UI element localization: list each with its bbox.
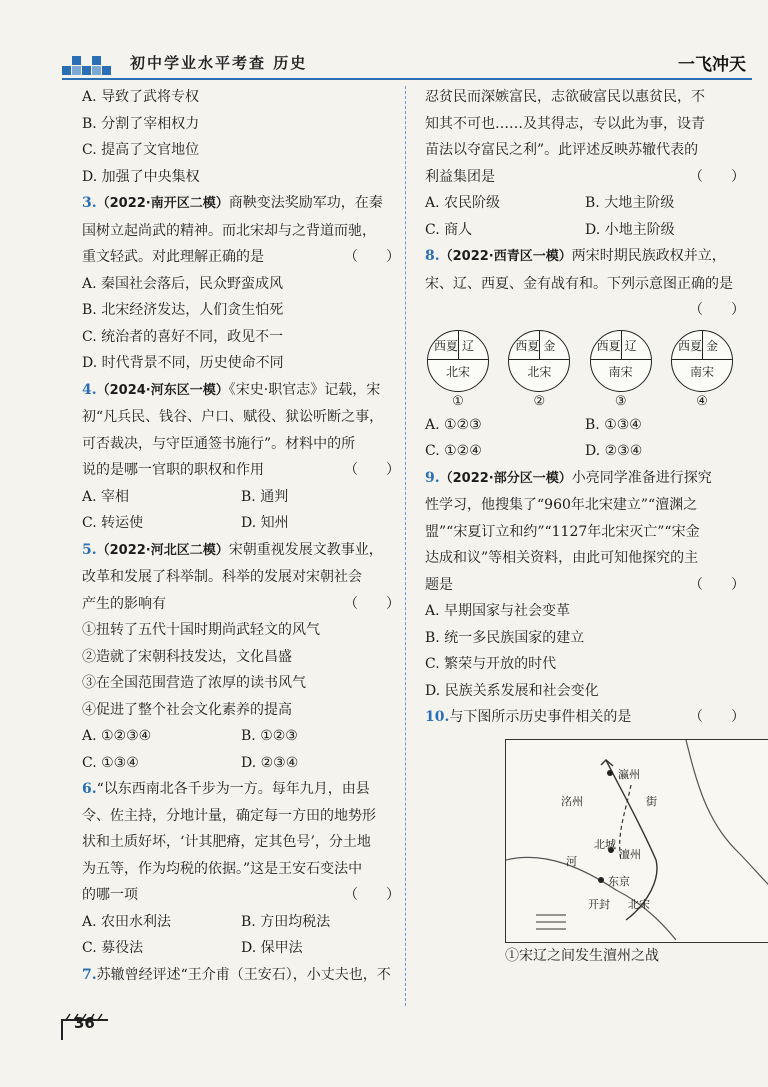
question-3 [82, 190, 400, 377]
q6-text-1: “以东西南北各千步为一方。每年九月，由县 [96, 781, 370, 797]
q3-option-d: D. 时代背景不同，历史使命不同 [82, 355, 284, 371]
q9-text-2: 性学习，他搜集了“960年北宋建立”“澶渊之 [425, 497, 698, 513]
q5-number: 5. [82, 541, 97, 558]
q7-option-d: D. 小地主阶级 [585, 221, 675, 238]
circle-label-top-right: 辽 [624, 338, 637, 353]
q5-item-4: ④促进了整个社会文化素养的提高 [82, 701, 292, 718]
q8-answer-blank: （ ） [689, 302, 745, 318]
q4-option-c: C. 转运使 [82, 515, 144, 531]
regime-circle [671, 330, 733, 392]
q4-source: （2024·河东区一模） [96, 382, 229, 398]
q5-option-d: D. ②③④ [241, 754, 299, 771]
q6-option-d: D. 保甲法 [241, 940, 303, 956]
question-9 [425, 465, 745, 705]
map-label-beicheng: 北城 [594, 837, 616, 851]
map-label-he: 河 [566, 854, 577, 868]
q8-text-1: 两宋时期民族政权并立， [571, 248, 726, 264]
map-label-kaifeng: 开封 [588, 897, 610, 911]
circle-label-top-left: 西夏 [515, 338, 540, 353]
q3-option-b: B. 北宋经济发达，人们贪生怕死 [82, 302, 284, 318]
q9-option-b: B. 统一多民族国家的建立 [425, 629, 585, 646]
q5-text-1: 宋朝重视发展文教事业， [228, 541, 383, 558]
q8-option-c: C. ①②④ [425, 443, 482, 459]
q3-text-2: 国树立起尚武的精神。而北宋却与之背道而驰， [82, 222, 376, 239]
q5-source: （2022·河北区二模） [96, 542, 229, 558]
map-label-luozhou: 洺州 [561, 794, 583, 808]
q2-options [82, 84, 400, 190]
regime-circle [590, 330, 652, 392]
question-5 [82, 537, 400, 777]
q8-diagram-4 [669, 330, 735, 412]
q3-number: 3. [82, 195, 97, 211]
diagram-number: ③ [614, 393, 627, 409]
q7-answer-blank: （ ） [689, 168, 745, 185]
q5-option-b: B. ①②③ [241, 728, 298, 744]
diagram-number: ① [452, 393, 464, 409]
q7-text-5: 利益集团是 [425, 168, 495, 185]
diagram-number: ④ [696, 393, 708, 409]
header-logo-icon [62, 54, 117, 76]
q9-number: 9. [425, 469, 440, 486]
q10-historical-map [505, 739, 768, 943]
circle-label-top-right: 金 [705, 338, 718, 353]
circle-label-top-right: 辽 [462, 338, 475, 353]
page-header [62, 42, 752, 82]
q6-number: 6. [82, 781, 97, 797]
page-number: 36 [74, 1014, 95, 1032]
q5-item-2: ②造就了宋朝科技发达，文化昌盛 [82, 648, 292, 665]
circle-label-bottom: 南宋 [689, 364, 714, 379]
q8-option-d: D. ②③④ [585, 443, 643, 459]
q8-diagram-3 [588, 330, 654, 412]
q6-text-5: 的哪一项 [82, 887, 138, 903]
q7-option-c: C. 商人 [425, 221, 473, 238]
q5-answer-blank: （ ） [344, 595, 400, 612]
q4-answer-blank: （ ） [344, 462, 400, 478]
circle-label-bottom: 北宋 [445, 364, 470, 379]
diagram-number: ② [533, 393, 546, 409]
q9-text-4: 达成和议”等相关资料，由此可知他探究的主 [425, 550, 699, 566]
q4-text-4: 说的是哪一官职的职权和作用 [82, 462, 264, 478]
q5-item-3: ③在全国范围营造了浓厚的读书风气 [82, 675, 306, 691]
q7-text-3: 知其不可也……及其得志，专以此为事，设青 [425, 115, 705, 132]
q3-source: （2022·南开区二模） [96, 196, 229, 211]
q10-number: 10. [425, 709, 450, 725]
q5-text-3: 产生的影响有 [82, 595, 166, 612]
q6-answer-blank: （ ） [344, 887, 400, 903]
q9-text-3: 盟”“宋夏订立和约”“1127年北宋灭亡”“宋金 [425, 523, 700, 540]
q8-diagram-2 [506, 330, 572, 412]
regime-circle [427, 330, 489, 392]
q6-text-3: 状和土质好坏，‘计其肥瘠，定其色号’，分土地 [82, 834, 371, 850]
q8-option-a: A. ①②③ [425, 416, 482, 433]
map-label-beisong: 北宋 [628, 897, 650, 911]
right-column [425, 84, 745, 969]
circle-label-top-left: 西夏 [596, 338, 621, 353]
q7-text-4: 苗法以夺富民之利”。此评述反映苏辙代表的 [425, 142, 699, 158]
q5-option-c: C. ①③④ [82, 754, 139, 771]
q3-text-3: 重文轻武。对此理解正确的是 [82, 249, 264, 265]
q2-option-d: D. 加强了中央集权 [82, 168, 200, 185]
map-label-dongjing: 东京 [608, 874, 630, 888]
map-label-yingzhou: 瀛州 [618, 767, 640, 781]
q10-caption: ①宋辽之间发生澶州之战 [505, 947, 659, 964]
q3-answer-blank: （ ） [344, 249, 400, 265]
q4-option-a: A. 宰相 [82, 488, 130, 505]
q2-option-a: A. 导致了武将专权 [82, 89, 200, 105]
map-label-jie: 街 [646, 794, 657, 808]
q9-option-d: D. 民族关系发展和社会变化 [425, 682, 599, 699]
q8-option-b: B. ①③④ [585, 416, 642, 433]
q8-diagrams [425, 330, 735, 412]
q9-text-5: 题是 [425, 576, 453, 593]
q8-source: （2022·西青区一模） [439, 249, 572, 264]
q6-option-a: A. 农田水利法 [82, 913, 172, 930]
q9-answer-blank: （ ） [689, 576, 745, 593]
map-label-chanzhou: 澶州 [619, 847, 641, 861]
q4-text-2: 初“凡兵民、钱谷、户口、赋役、狱讼听断之事， [82, 409, 384, 425]
left-column [82, 84, 400, 988]
q7-text-1: 苏辙曾经评述“王介甫（王安石），小丈夫也，不 [96, 966, 391, 983]
q10-text: 与下图所示历史事件相关的是 [449, 709, 632, 725]
q2-option-b: B. 分割了宰相权力 [82, 115, 200, 132]
q3-option-c: C. 统治者的喜好不同，政见不一 [82, 328, 284, 345]
q6-option-b: B. 方田均税法 [241, 913, 331, 930]
circle-label-bottom: 南宋 [608, 364, 633, 379]
circle-label-top-right: 金 [543, 338, 556, 353]
q4-option-b: B. 通判 [241, 488, 289, 505]
header-rule [62, 78, 752, 80]
circle-label-top-left: 西夏 [434, 338, 459, 353]
q4-text-3: 可否裁决，与守臣通签书施行”。材料中的所 [82, 435, 356, 452]
q5-text-2: 改革和发展了科举制。科举的发展对宋朝社会 [82, 569, 362, 585]
q9-option-c: C. 繁荣与开放的时代 [425, 656, 557, 672]
q3-option-a: A. 秦国社会落后，民众野蛮成风 [82, 275, 284, 292]
q6-option-c: C. 募役法 [82, 940, 144, 956]
q2-option-c: C. 提高了文官地位 [82, 142, 200, 158]
column-divider [405, 86, 406, 1006]
q4-option-d: D. 知州 [241, 515, 289, 531]
circle-label-bottom: 北宋 [527, 364, 552, 379]
q9-source: （2022·部分区一模） [439, 470, 572, 486]
q6-text-2: 令、佐主持，分地计量，确定每一方田的地势形 [82, 807, 376, 824]
q8-diagram-1 [425, 330, 491, 412]
q9-text-1: 小亮同学准备进行探究 [571, 469, 712, 486]
header-brand: 一飞冲天 [678, 55, 746, 75]
q10-answer-blank: （ ） [689, 709, 745, 725]
q5-option-a: A. ①②③④ [82, 728, 152, 744]
q7-number: 7. [82, 966, 97, 983]
q7-option-b: B. 大地主阶级 [585, 195, 675, 211]
q3-text-1: 商鞅变法奖励军功，在秦 [228, 195, 383, 211]
question-8 [425, 243, 745, 465]
regime-circle [508, 330, 570, 392]
q4-text-1: 《宋史·职官志》记载，宋 [228, 381, 381, 398]
header-title: 初中学业水平考查 历史 [130, 54, 308, 72]
question-10 [425, 704, 745, 969]
question-6 [82, 776, 400, 962]
question-7-continued [425, 84, 745, 243]
q7-text-2: 忍贫民而深嫉富民，志欲破富民以惠贫民，不 [425, 89, 705, 105]
q6-text-4: 为五等，作为均税的依据。”这是王安石变法中 [82, 860, 363, 877]
q8-text-2: 宋、辽、西夏、金有战有和。下列示意图正确的是 [425, 275, 733, 292]
q9-option-a: A. 早期国家与社会变革 [425, 603, 571, 619]
q5-item-1: ①扭转了五代十国时期尚武轻文的风气 [82, 622, 320, 638]
q7-option-a: A. 农民阶级 [425, 195, 501, 211]
circle-label-top-left: 西夏 [677, 338, 702, 353]
q4-number: 4. [82, 381, 97, 398]
question-7 [82, 962, 400, 989]
q8-number: 8. [425, 248, 440, 264]
question-4 [82, 377, 400, 537]
